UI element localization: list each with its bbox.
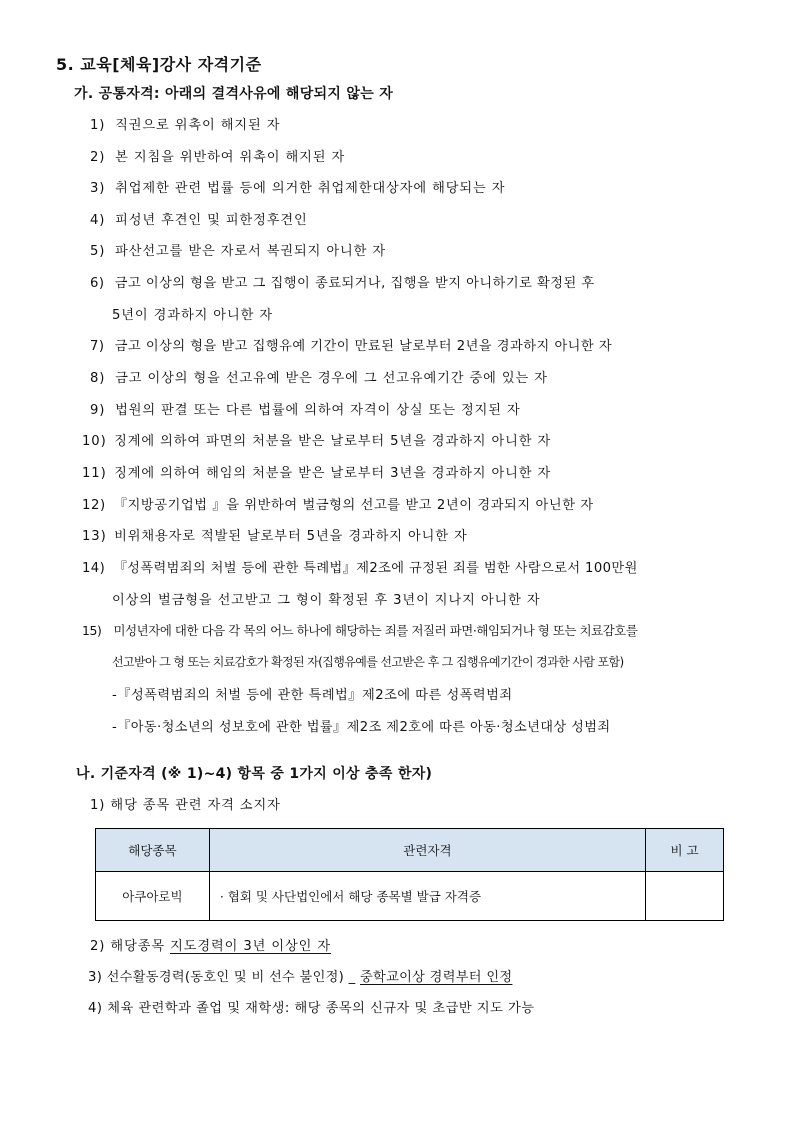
section-title: 5. 교육[체육]강사 자격기준	[56, 55, 262, 74]
list-item: 2) 해당종목 지도경력이 3년 이상인 자	[90, 939, 332, 954]
list-item-continuation: 5년이 경과하지 아니한 자	[112, 308, 273, 323]
column-header-qualification: 관련자격	[209, 829, 645, 872]
list-item-continuation: 이상의 벌금형을 선고받고 그 형이 확정된 후 3년이 지나지 아니한 자	[112, 593, 541, 608]
list-item: 7) 금고 이상의 형을 받고 집행유예 기간이 만료된 날로부터 2년을 경과하지 아니한 자	[90, 339, 613, 354]
column-header-remarks: 비 고	[646, 829, 724, 872]
basic-qualification-heading: 나. 기준자격 (※ 1)~4) 항목 중 1가지 이상 충족 한자)	[76, 766, 433, 782]
list-item: 1) 직권으로 위촉이 해지된 자	[90, 118, 281, 133]
list-item: 5) 파산선고를 받은 자로서 복권되지 아니한 자	[90, 244, 387, 259]
list-item: 10) 징계에 의하여 파면의 처분을 받은 날로부터 5년을 경과하지 아니한 자	[82, 434, 552, 449]
table-cell-qualification: · 협회 및 사단법인에서 해당 종목별 발급 자격증	[209, 872, 645, 921]
list-item: 9) 법원의 판결 또는 다른 법률에 의하여 자격이 상실 또는 정지된 자	[90, 403, 521, 418]
qualification-table	[95, 828, 724, 921]
list-item: 14) 『성폭력범죄의 처벌 등에 관한 특례법』제2조에 규정된 죄를 범한 사람으로서 100만원	[82, 561, 638, 576]
list-item: 8) 금고 이상의 형을 선고유예 받은 경우에 그 선고유예기간 중에 있는 자	[90, 371, 548, 386]
list-item: 1) 해당 종목 관련 자격 소지자	[90, 798, 281, 813]
list-sub-item: -『성폭력범죄의 처벌 등에 관한 특례법』제2조에 따른 성폭력범죄	[112, 688, 513, 703]
list-item: 3) 선수활동경력(동호인 및 비 선수 불인정) _ 중학교이상 경력부터 인정	[88, 970, 513, 985]
table-header-row	[96, 829, 724, 872]
list-item: 6) 금고 이상의 형을 받고 그 집행이 종료되거나, 집행을 받지 아니하기로 확정된 후	[90, 276, 595, 291]
underlined-text: 중학교이상 경력부터 인정	[360, 970, 513, 985]
list-item-continuation: 선고받아 그 형 또는 치료감호가 확정된 자(집행유예를 선고받은 후 그 집행유예기간이 경과한 사람 포함)	[112, 655, 624, 669]
common-qualification-heading: 가. 공통자격: 아래의 결격사유에 해당되지 않는 자	[74, 86, 394, 102]
list-item: 4) 체육 관련학과 졸업 및 재학생: 해당 종목의 신규자 및 초급반 지도 가능	[88, 1001, 535, 1016]
list-item: 4) 피성년 후견인 및 피한정후견인	[90, 213, 308, 228]
list-item: 13) 비위채용자로 적발된 날로부터 5년을 경과하지 아니한 자	[82, 529, 468, 544]
list-sub-item: -『아동·청소년의 성보호에 관한 법률』제2조 제2호에 따른 아동·청소년대상 성범죄	[112, 720, 611, 735]
table-cell-remarks	[646, 872, 724, 921]
list-item: 3) 취업제한 관련 법률 등에 의거한 취업제한대상자에 해당되는 자	[90, 181, 506, 196]
column-header-sport: 해당종목	[96, 829, 210, 872]
list-item: 11) 징계에 의하여 해임의 처분을 받은 날로부터 3년을 경과하지 아니한 자	[82, 466, 552, 481]
table-row	[96, 872, 724, 921]
underlined-text: 지도경력이 3년 이상인 자	[170, 939, 332, 954]
list-item: 12) 『지방공기업법 』을 위반하여 벌금형의 선고를 받고 2년이 경과되지 아닌한 자	[82, 498, 594, 513]
list-item: 15) 미성년자에 대한 다음 각 목의 어느 하나에 해당하는 죄를 저질러 파면·해임되거나 형 또는 치료감호를	[82, 623, 638, 638]
list-item: 2) 본 지침을 위반하여 위촉이 해지된 자	[90, 150, 346, 165]
table-cell-sport: 아쿠아로빅	[96, 872, 210, 921]
